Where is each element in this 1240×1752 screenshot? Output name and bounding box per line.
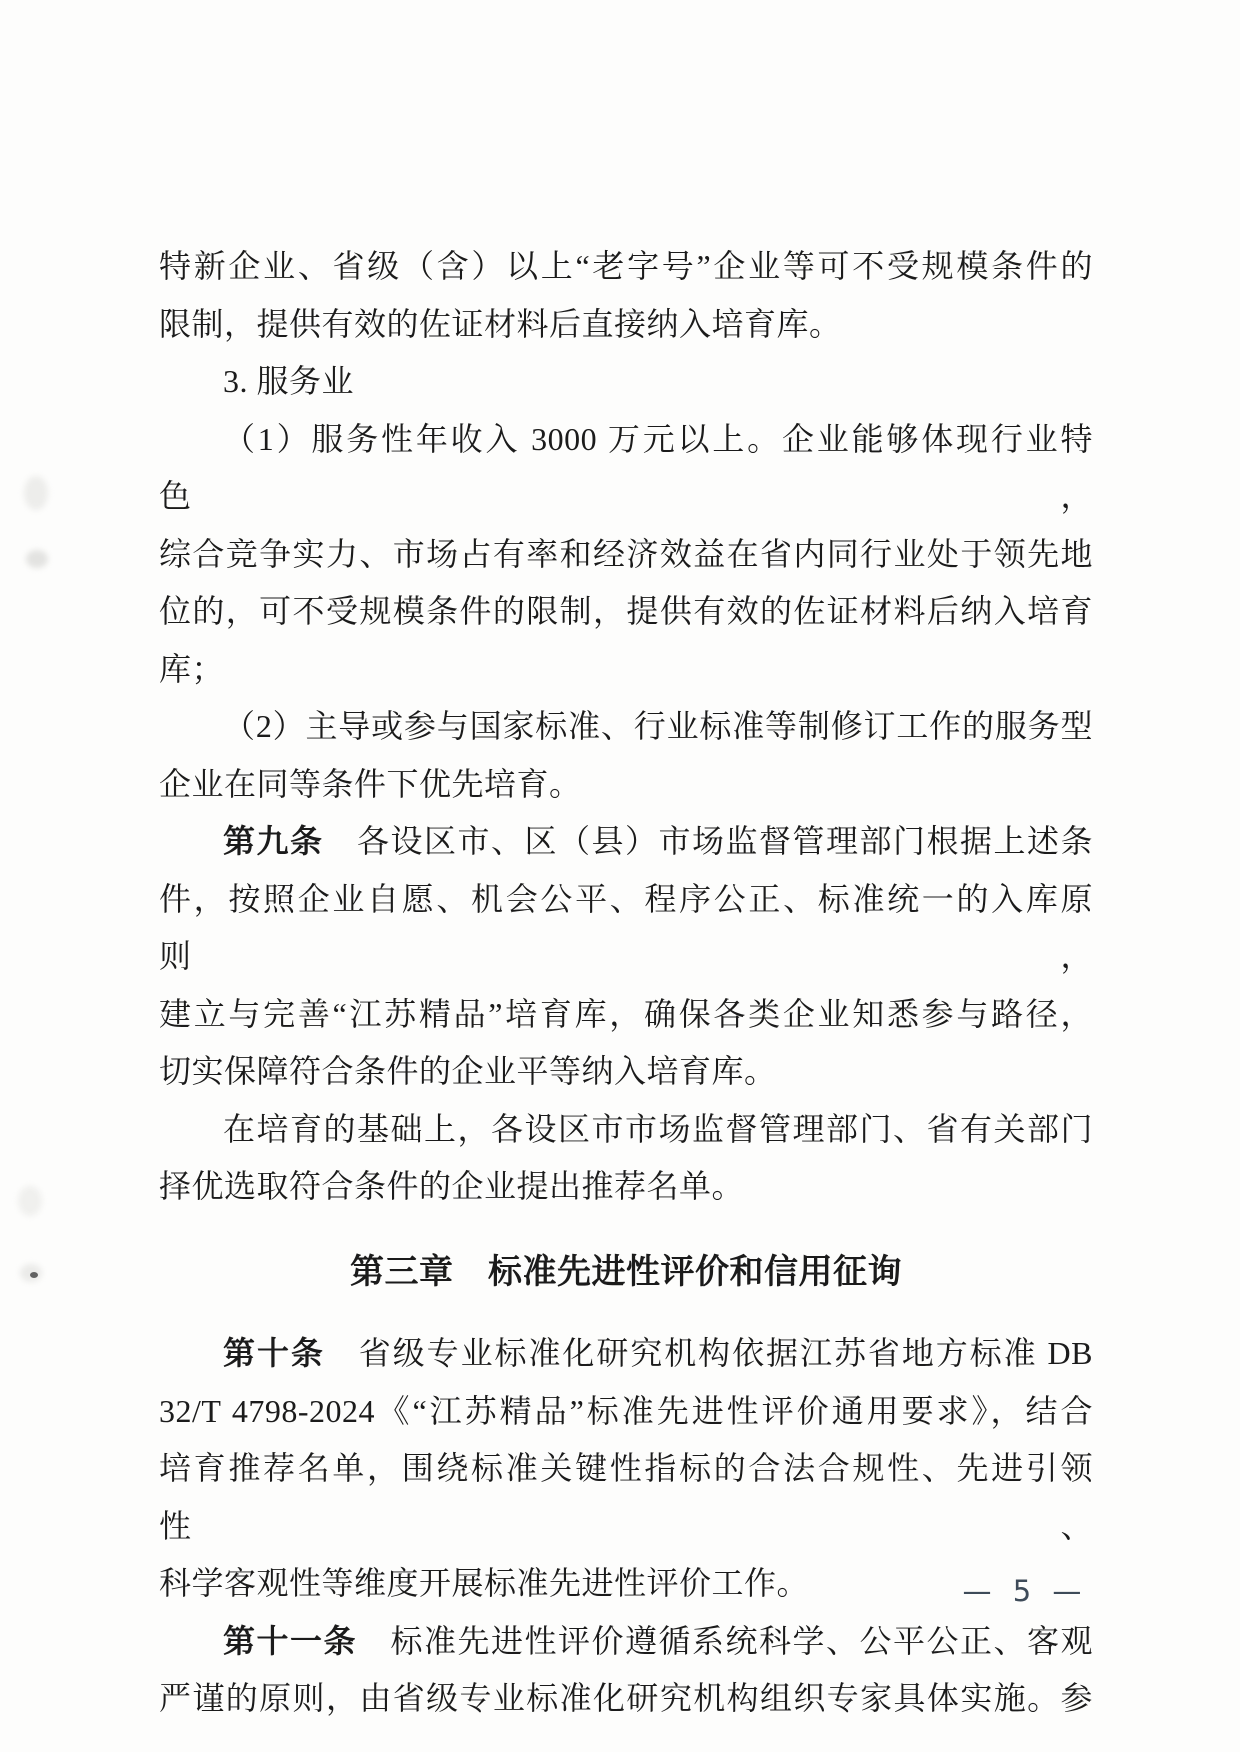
text-line	[159, 353, 1093, 411]
line-text: 择优选取符合条件的企业提出推荐名单。	[159, 1168, 745, 1204]
line-text: 切实保障符合条件的企业平等纳入培育库。	[159, 1053, 777, 1089]
line-text: 严谨的原则，由省级专业标准化研究机构组织专家具体实施。参	[159, 1680, 1093, 1716]
chapter-heading	[159, 1244, 1093, 1302]
scan-smudge	[26, 550, 48, 568]
text-line	[159, 986, 1093, 1044]
line-text: 特新企业、省级（含）以上“老字号”企业等可不受规模条件的	[159, 248, 1093, 284]
line-text: 件，按照企业自愿、机会公平、程序公正、标准统一的入库原则，	[159, 880, 1093, 974]
line-text: 各设区市、区（县）市场监督管理部门根据上述条	[323, 823, 1093, 859]
text-line	[159, 813, 1093, 871]
text-line	[159, 526, 1093, 584]
line-text: 综合竞争实力、市场占有率和经济效益在省内同行业处于领先地	[159, 535, 1093, 572]
line-text: 在培育的基础上，各设区市市场监督管理部门、省有关部门	[223, 1110, 1093, 1147]
text-line	[159, 1613, 1093, 1671]
scan-smudge	[24, 476, 48, 510]
text-line	[159, 1158, 1093, 1216]
line-text: 省级专业标准化研究机构依据江苏省地方标准 DB	[324, 1335, 1093, 1371]
scan-speck	[30, 1272, 38, 1278]
text-line	[159, 1383, 1093, 1441]
line-text: 标准先进性评价遵循系统科学、公平公正、客观	[357, 1622, 1093, 1659]
line-text: 32/T 4798-2024《“江苏精品”标准先进性评价通用要求》，结合	[159, 1392, 1093, 1429]
text-line	[159, 238, 1093, 296]
text-line	[159, 1325, 1093, 1383]
text-line	[159, 698, 1093, 756]
line-text: 3. 服务业	[223, 363, 355, 399]
page-number: — 5 —	[962, 1574, 1088, 1608]
text-line	[159, 871, 1093, 986]
bold-article-label: 第九条	[223, 823, 324, 859]
line-text: 位的，可不受规模条件的限制，提供有效的佐证材料后纳入培育	[159, 593, 1093, 629]
bold-article-label: 第十一条	[223, 1622, 357, 1659]
text-line	[159, 1101, 1093, 1159]
text-line	[159, 296, 1093, 354]
text-line	[159, 756, 1093, 814]
line-text: 培育推荐名单，围绕标准关键性指标的合法合规性、先进引领性、	[159, 1450, 1093, 1544]
line-text: （2）主导或参与国家标准、行业标准等制修订工作的服务型	[223, 708, 1093, 744]
line-text: 限制，提供有效的佐证材料后直接纳入培育库。	[159, 305, 842, 342]
text-line	[159, 641, 1093, 699]
scan-smudge	[18, 1186, 42, 1216]
document-body	[159, 238, 1093, 1728]
text-line	[159, 583, 1093, 641]
text-line	[159, 1043, 1093, 1101]
line-text: （1）服务性年收入 3000 万元以上。企业能够体现行业特色，	[159, 420, 1093, 514]
bold-article-label: 第十条	[223, 1335, 325, 1371]
line-text: 科学客观性等维度开展标准先进性评价工作。	[159, 1565, 810, 1601]
text-line	[159, 1440, 1093, 1555]
text-line	[159, 1670, 1093, 1728]
line-text: 企业在同等条件下优先培育。	[159, 765, 582, 802]
line-text: 库；	[159, 650, 225, 687]
text-line	[159, 411, 1093, 526]
bold-article-label: 第三章 标准先进性评价和信用征询	[350, 1252, 902, 1291]
line-text: 建立与完善“江苏精品”培育库，确保各类企业知悉参与路径，	[159, 995, 1093, 1032]
